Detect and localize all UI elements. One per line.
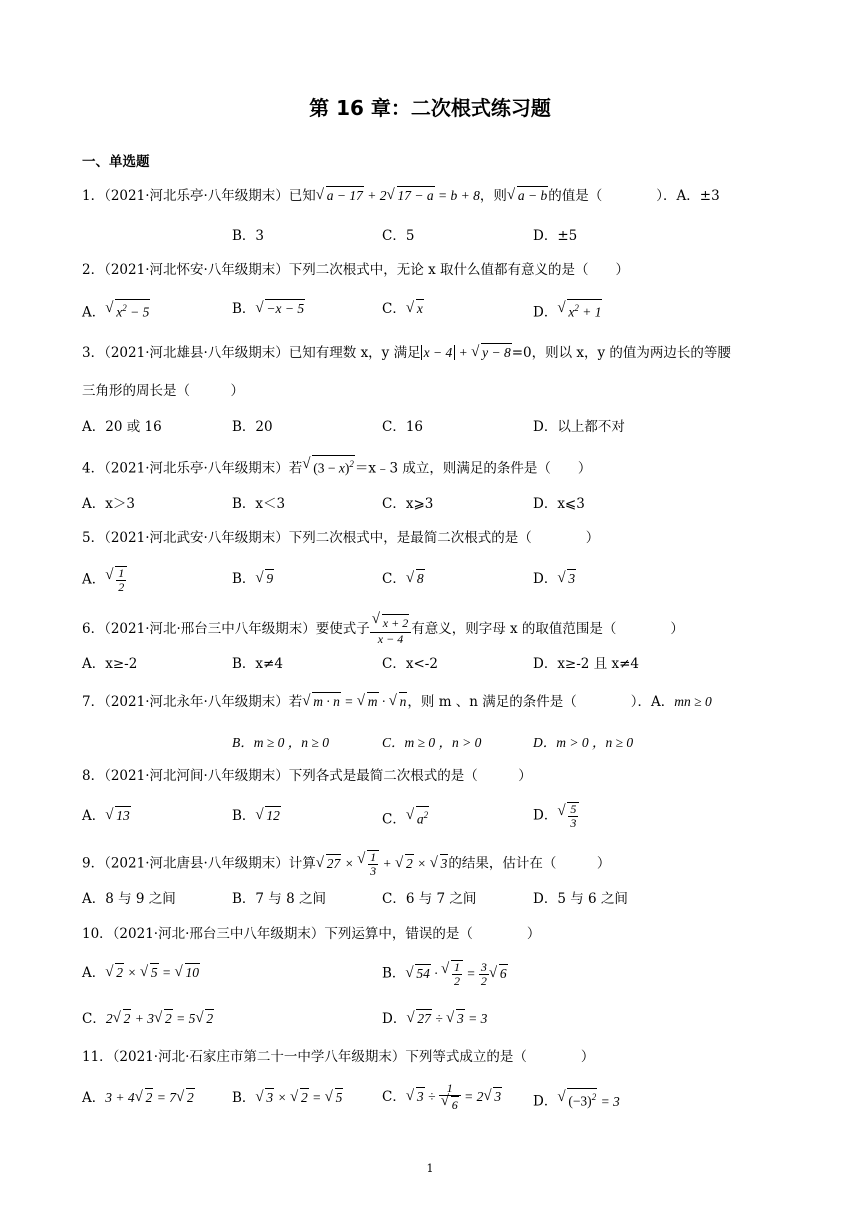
q5-option-c[interactable]: C．√ 8 [382,569,425,589]
q2-option-d[interactable]: D．√ $x^2 + 1$ [533,299,602,323]
q6-option-c[interactable]: C．x<-2 [382,656,438,672]
q10-option-b[interactable]: B．√ 54 · √ $\frac{1}{2}$ = $\frac{3}{2}$ √ 6 [382,960,508,988]
q7-option-d[interactable]: D．m > 0 ，n ≥ 0 [533,735,634,750]
question-3: 3．（2021·河北雄县·八年级期末）已知有理数 x，y 满足 x − 4 + √ y − 8=0，则以 x，y 的值为两边长的等腰 [82,343,731,363]
q11-option-b[interactable]: B．√ 3 × √ 2 = √ 5 [232,1088,343,1108]
q2-option-c[interactable]: C．√ x [382,299,424,319]
page-title: 第 16 章：二次根式练习题 [309,96,551,120]
q7-option-b[interactable]: B．m ≥ 0 ，n ≥ 0 [232,735,329,750]
question-3-cont: 三角形的周长是（ ） [82,383,244,399]
q1-option-d[interactable]: D．±5 [533,228,578,244]
q3-option-a[interactable]: A．20 或 16 [82,419,162,435]
q10-option-a[interactable]: A．√ 2 × √ 5 = √ 10 [82,963,200,983]
q5-option-d[interactable]: D．√ 3 [533,569,576,589]
q5-option-b[interactable]: B．√ 9 [232,569,274,589]
q11-option-c[interactable]: C．√ 3 ÷ 1 √ 6 = 2√ 3 [382,1082,502,1114]
question-2: 2．（2021·河北怀安·八年级期末）下列二次根式中，无论 x 取什么值都有意义的是（ ） [82,262,629,278]
q6-option-a[interactable]: A．x≥-2 [82,656,138,672]
question-11: 11．（2021·河北·石家庄市第二十一中学八年级期末）下列等式成立的是（ ） [82,1049,595,1065]
q5-option-a[interactable]: A． √ $\frac{1}{2}$ [82,566,127,594]
q2-option-b[interactable]: B．√ −x − 5 [232,299,305,319]
q9-option-d[interactable]: D．5 与 6 之间 [533,891,628,907]
q8-option-d[interactable]: D． √ $\frac{5}{3}$ [533,802,579,830]
q8-option-c[interactable]: C．√ $a^2$ [382,806,429,830]
q9-option-a[interactable]: A．8 与 9 之间 [82,891,176,907]
question-4: 4．（2021·河北乐亭·八年级期末）若√ $(3 - x)^2=x﹣3$ 成立，则满足的条件是（ ） [82,455,591,479]
q11-option-a[interactable]: A．3 + 4√ 2 = 7√ 2 [82,1088,195,1108]
question-9: 9．（2021·河北唐县·八年级期末）计算√ 27 × √ $\frac{1}{3}$ + √ 2 × √ 3的结果，估计在（ ） [82,850,610,878]
q7-option-c[interactable]: C．m ≥ 0 ，n > 0 [382,735,482,750]
q3-option-d[interactable]: D．以上都不对 [533,419,625,435]
q4-option-a[interactable]: A．x＞3 [82,496,135,512]
q8-option-a[interactable]: A．√ 13 [82,806,131,826]
question-7: 7．（2021·河北永年·八年级期末）若√ m · n = √ m · √ n，则 m 、n 满足的条件是（ ）．A．mn ≥ 0 [82,692,712,712]
question-1: 1．（2021·河北乐亭·八年级期末）已知√ a − 17 + 2√ 17 − a = b + 8，则√ a − b的值是（ ）．A．±3 [82,186,720,206]
q10-option-c[interactable]: C．2√ 2 + 3√ 2 = 5√ 2 [82,1009,214,1029]
question-8: 8．（2021·河北河间·八年级期末）下列各式是最简二次根式的是（ ） [82,768,532,784]
q10-option-d[interactable]: D．√ 27 ÷ √ 3 = 3 [382,1009,487,1029]
q1-formula: √ a − 17 + 2√ 17 − a = b + 8 [316,188,480,203]
q3-option-c[interactable]: C．16 [382,419,424,435]
q4-option-d[interactable]: D．x⩽3 [533,496,585,512]
question-6: 6．（2021·河北·邢台三中八年级期末）要使式子 √ $\frac{x + 2}{x - 4}$ 有意义，则字母 x 的取值范围是（ ） [82,614,684,646]
q3-option-b[interactable]: B．20 [232,419,273,435]
q4-option-b[interactable]: B．x＜3 [232,496,286,512]
q9-option-c[interactable]: C．6 与 7 之间 [382,891,477,907]
q1-option-c[interactable]: C．5 [382,228,415,244]
q2-option-a[interactable]: A．√ $x^2 - 5$ [82,299,150,323]
q9-option-b[interactable]: B．7 与 8 之间 [232,891,326,907]
q1-option-b[interactable]: B．3 [232,228,265,244]
page-number: 1 [426,1162,434,1175]
q6-option-b[interactable]: B．x≠4 [232,656,283,672]
q8-option-b[interactable]: B．√ 12 [232,806,281,826]
question-10: 10．（2021·河北·邢台三中八年级期末）下列运算中，错误的是（ ） [82,926,541,942]
q11-option-d[interactable]: D．√ $(-3)^2 = 3$ [533,1088,620,1112]
q4-option-c[interactable]: C．x⩾3 [382,496,434,512]
question-5: 5．（2021·河北武安·八年级期末）下列二次根式中，是最简二次根式的是（ ） [82,530,600,546]
section-heading: 一、单选题 [82,154,150,170]
q6-option-d[interactable]: D．x≥-2 且 x≠4 [533,656,639,672]
